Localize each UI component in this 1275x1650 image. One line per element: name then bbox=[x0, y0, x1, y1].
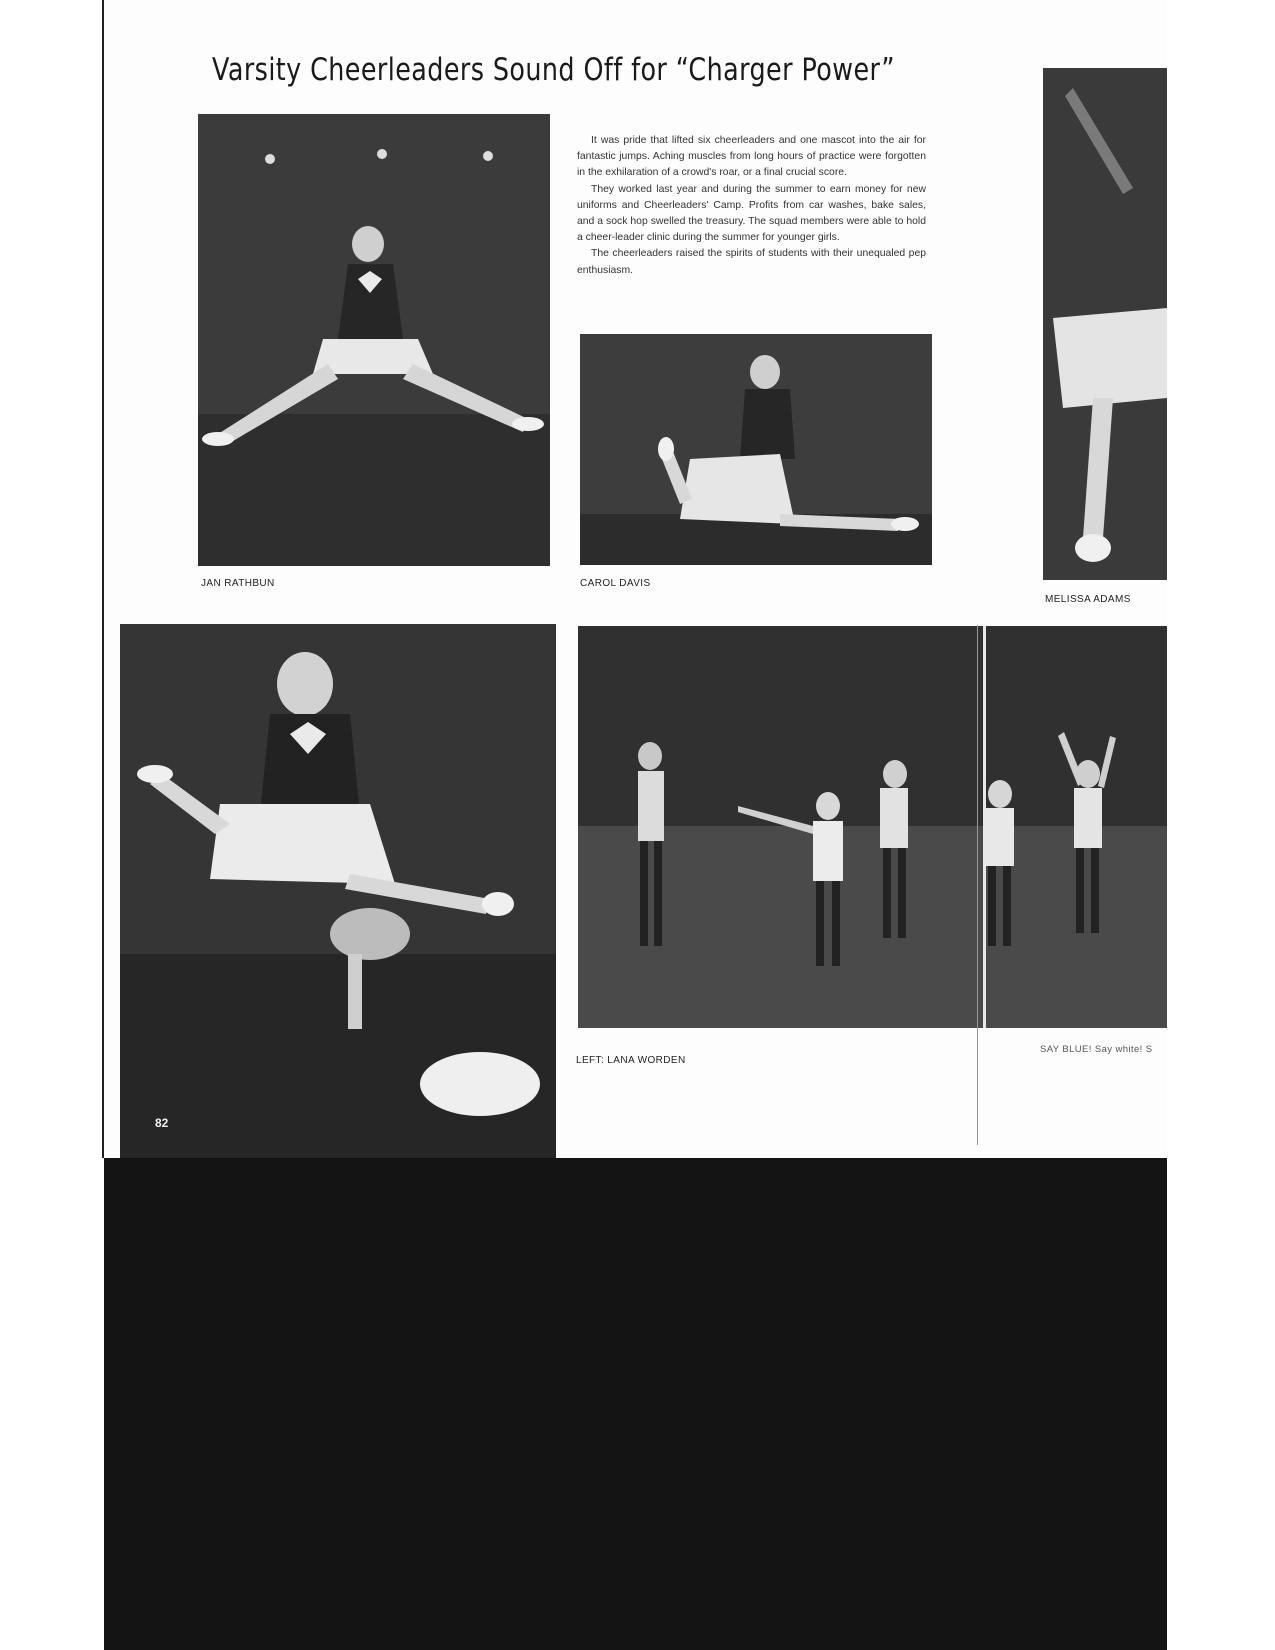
caption-photo2: CAROL DAVIS bbox=[580, 578, 651, 589]
photo-lana-worden bbox=[120, 624, 556, 1158]
article-paragraph: It was pride that lifted six cheerleaders and one mascot into the air for fantastic jumps. Aching muscles from long hours of practice were forgotten in the exhilaration of a crowd's roar, or a final crucial score. bbox=[577, 135, 926, 179]
caption-photo3: MELISSA ADAMS bbox=[1045, 594, 1131, 605]
gutter-line bbox=[977, 625, 978, 1145]
caption-photo1: JAN RATHBUN bbox=[201, 578, 275, 589]
photo-carol-davis bbox=[580, 334, 932, 565]
caption-photo4: LEFT: LANA WORDEN bbox=[576, 1055, 686, 1066]
caption-photo5: SAY BLUE! Say white! S bbox=[1040, 1044, 1153, 1055]
photo-melissa-adams bbox=[1043, 68, 1167, 580]
photo-jan-rathbun bbox=[198, 114, 550, 566]
scan-black-area bbox=[104, 1158, 1167, 1650]
photo-squad-cheer bbox=[578, 626, 1167, 1028]
article-paragraph: The cheerleaders raised the spirits of students with their unequaled pep enthusiasm. bbox=[577, 248, 926, 276]
page-number: 82 bbox=[155, 1116, 169, 1130]
article-paragraph: They worked last year and during the summer to earn money for new uniforms and Cheerleaders' Camp. Profits from car washes, bake sales, and a sock hop swelled the treasury. The squad members were able to hold a cheer-leader clinic during the summer for younger girls. bbox=[577, 183, 926, 244]
page-title: Varsity Cheerleaders Sound Off for “Charger Power” bbox=[212, 52, 896, 88]
article-body bbox=[577, 133, 926, 279]
